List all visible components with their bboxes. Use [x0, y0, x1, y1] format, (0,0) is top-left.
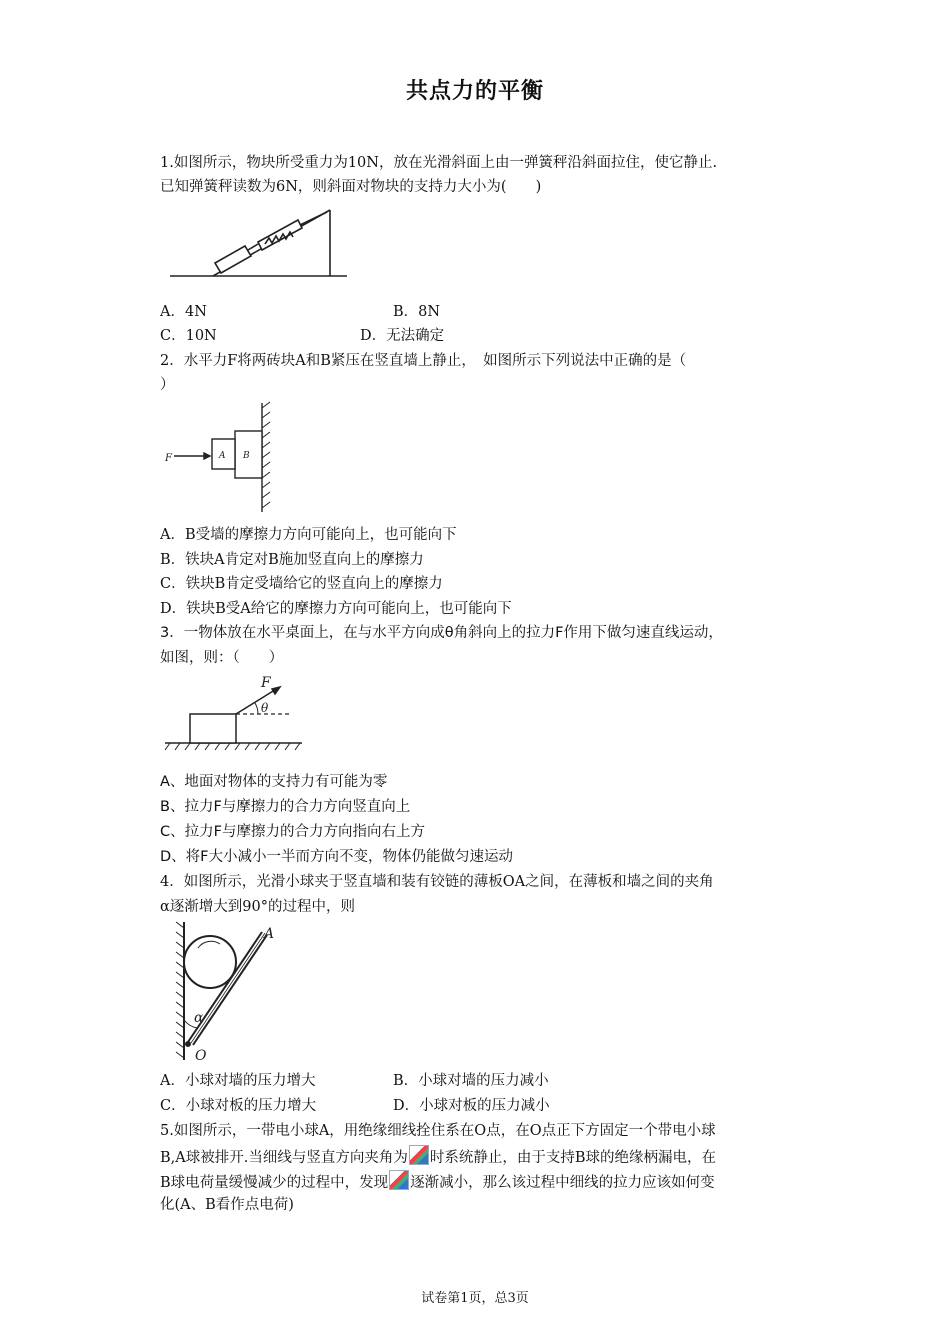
q4-option-a: A．小球对墙的压力增大	[160, 1073, 316, 1089]
q2-force-label: F	[165, 453, 172, 464]
q5-line3-part1: B球电荷量缓慢减少的过程中，发现	[160, 1175, 389, 1191]
q3-pull-figure	[160, 672, 310, 757]
q3-option-c: C、拉力F与摩擦力的合力方向指向右上方	[160, 824, 425, 840]
q3-force-label: F	[261, 675, 271, 691]
q2-option-c: C．铁块B肯定受墙给它的竖直向上的摩擦力	[160, 576, 443, 592]
q3-option-d: D、将F大小减小一半而方向不变，物体仍能做匀速运动	[160, 849, 514, 865]
q4-option-c: C．小球对板的压力增大	[160, 1098, 317, 1114]
broken-image-icon	[389, 1170, 409, 1190]
q4-ball-board-figure	[168, 920, 283, 1065]
q4-angle-label: α	[194, 1010, 204, 1026]
q4-stem-line1: 4．如图所示，光滑小球夹于竖直墙和装有铰链的薄板OA之间，在薄板和墙之间的夹角	[160, 874, 714, 890]
q4-option-d: D．小球对板的压力减小	[393, 1098, 550, 1114]
q2-option-b: B．铁块A肯定对B施加竖直向上的摩擦力	[160, 552, 424, 568]
q3-stem-line1: 3．一物体放在水平桌面上，在与水平方向成θ角斜向上的拉力F作用下做匀速直线运动，	[160, 625, 723, 641]
q5-stem-line2	[160, 1145, 716, 1168]
q2-blocks-figure	[162, 400, 277, 515]
page-footer: 试卷第1页，总3页	[421, 1291, 529, 1306]
q1-option-a: A．4N	[160, 304, 207, 320]
q2-option-d: D．铁块B受A给它的摩擦力方向可能向上，也可能向下	[160, 601, 512, 617]
q2-option-a: A．B受墙的摩擦力方向可能向上，也可能向下	[160, 527, 457, 543]
q2-block-a-label: A	[219, 451, 226, 461]
q5-line2-part2: 时系统静止，由于支持B球的绝缘柄漏电，在	[429, 1150, 717, 1166]
q1-stem-line1: 1.如图所示，物块所受重力为10N，放在光滑斜面上由一弹簧秤沿斜面拉住，使它静止.	[160, 155, 718, 171]
q3-angle-label: θ	[261, 701, 269, 715]
q4-end-label: A	[264, 926, 275, 942]
q1-stem-line2: 已知弹簧秤读数为6N，则斜面对物块的支持力大小为( )	[160, 179, 542, 195]
q5-stem-line3	[160, 1170, 715, 1193]
q4-hinge-label: O	[195, 1048, 207, 1064]
q5-stem-line1: 5.如图所示，一带电小球A，用绝缘细线拴住系在O点，在O点正下方固定一个带电小球	[160, 1123, 716, 1139]
q1-option-b: B．8N	[393, 304, 441, 320]
q2-stem-line2: ）	[160, 377, 175, 393]
q1-option-c: C．10N	[160, 328, 217, 344]
q2-stem-line1: 2．水平力F将两砖块A和B紧压在竖直墙上静止， 如图所示下列说法中正确的是（	[160, 353, 687, 369]
q5-stem-line4: 化(A、B看作点电荷)	[160, 1197, 294, 1213]
q2-block-b-label: B	[243, 451, 250, 461]
page-title: 共点力的平衡	[405, 79, 544, 104]
q3-stem-line2: 如图，则：（ ）	[160, 650, 284, 666]
q5-line3-part2: 逐渐减小，那么该过程中细线的拉力应该如何变	[410, 1175, 715, 1191]
q3-option-b: B、拉力F与摩擦力的合力方向竖直向上	[160, 799, 411, 815]
q4-option-b: B．小球对墙的压力减小	[393, 1073, 549, 1089]
q4-stem-line2: α逐渐增大到90°的过程中，则	[160, 899, 355, 915]
q1-incline-figure	[165, 200, 355, 282]
q5-line2-part1: B,A球被排开.当细线与竖直方向夹角为	[160, 1150, 408, 1166]
q1-option-d: D．无法确定	[360, 328, 445, 344]
q3-option-a: A、地面对物体的支持力有可能为零	[160, 774, 388, 790]
broken-image-icon	[409, 1145, 429, 1165]
